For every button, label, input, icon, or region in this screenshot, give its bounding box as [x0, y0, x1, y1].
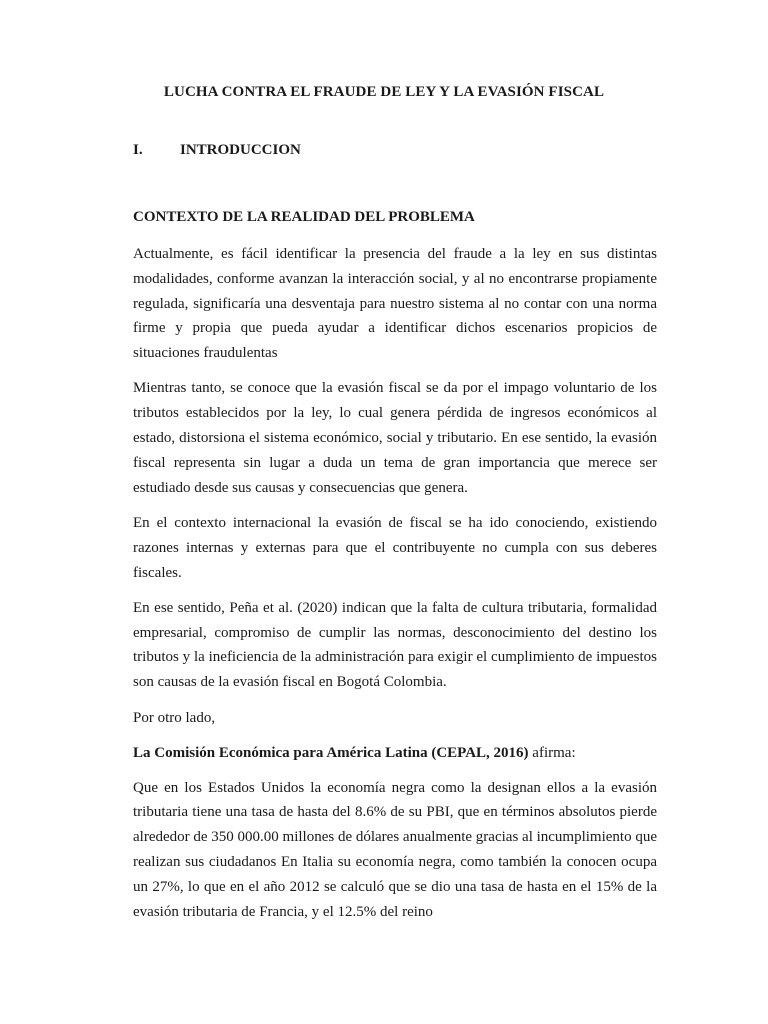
paragraph-3: En el contexto internacional la evasión de fiscal se ha ido conociendo, existiendo razones internas y externas para que el contribuyente no cumpla con sus deberes fiscales.	[133, 514, 657, 581]
paragraph-last: Que en los Estados Unidos la economía negra como la designan ellos a la evasión tributaria tiene una tasa de hasta del 8.6% de su PBI, que en términos absolutos pierde alrededor de 350 000.00 millones de dólares anualmente gracias al incumplimiento que realizan sus ciudadanos En Italia su economía negra, como también la conocen ocupa un 27%, lo que en el año 2012 se calculó que se dio una tasa de hasta en el 15% de la evasión tributaria de Francia, y el 12.5% del reino	[133, 779, 658, 920]
paragraph-2: Mientras tanto, se conoce que la evasión fiscal se da por el impago voluntario de los tributos establecidos por la ley, lo cual genera pérdida de ingresos económicos al estado, distorsiona el sistema económico, social y tributario. En ese sentido, la evasión fiscal representa sin lugar a duda un tema de gran importancia que merece ser estudiado desde sus causas y consecuencias que genera.	[133, 380, 657, 496]
paragraph-5: Por otro lado,	[133, 709, 216, 726]
cepal-citation: La Comisión Económica para América Latina (CEPAL, 2016)	[133, 744, 529, 761]
section-title: INTRODUCCION	[180, 142, 301, 158]
paragraph-1: Actualmente, es fácil identificar la presencia del fraude a la ley en sus distintas modalidades, conforme avanzan la interacción social, y al no encontrarse propiamente regulada, significaría una desventaja para nuestro sistema al no contar con una norma firme y propia que pueda ayudar a identificar dichos escenarios propicios de situaciones fraudulentas	[133, 246, 657, 362]
cepal-affirms: afirma:	[528, 744, 576, 761]
subheading: CONTEXTO DE LA REALIDAD DEL PROBLEMA	[133, 209, 475, 225]
section-heading	[133, 142, 301, 159]
cepal-paragraph	[133, 741, 657, 766]
section-number: I.	[133, 142, 143, 158]
body-text	[133, 242, 657, 935]
document-title: LUCHA CONTRA EL FRAUDE DE LEY Y LA EVASIÓN FISCAL	[163, 84, 605, 100]
paragraph-4: En ese sentido, Peña et al. (2020) indican que la falta de cultura tributaria, formalidad empresarial, compromiso de cumplir las normas, desconocimiento del destino los tributos y la ineficiencia de la administración para exigir el cumplimiento de impuestos son causas de la evasión fiscal en Bogotá Colombia.	[133, 599, 657, 691]
